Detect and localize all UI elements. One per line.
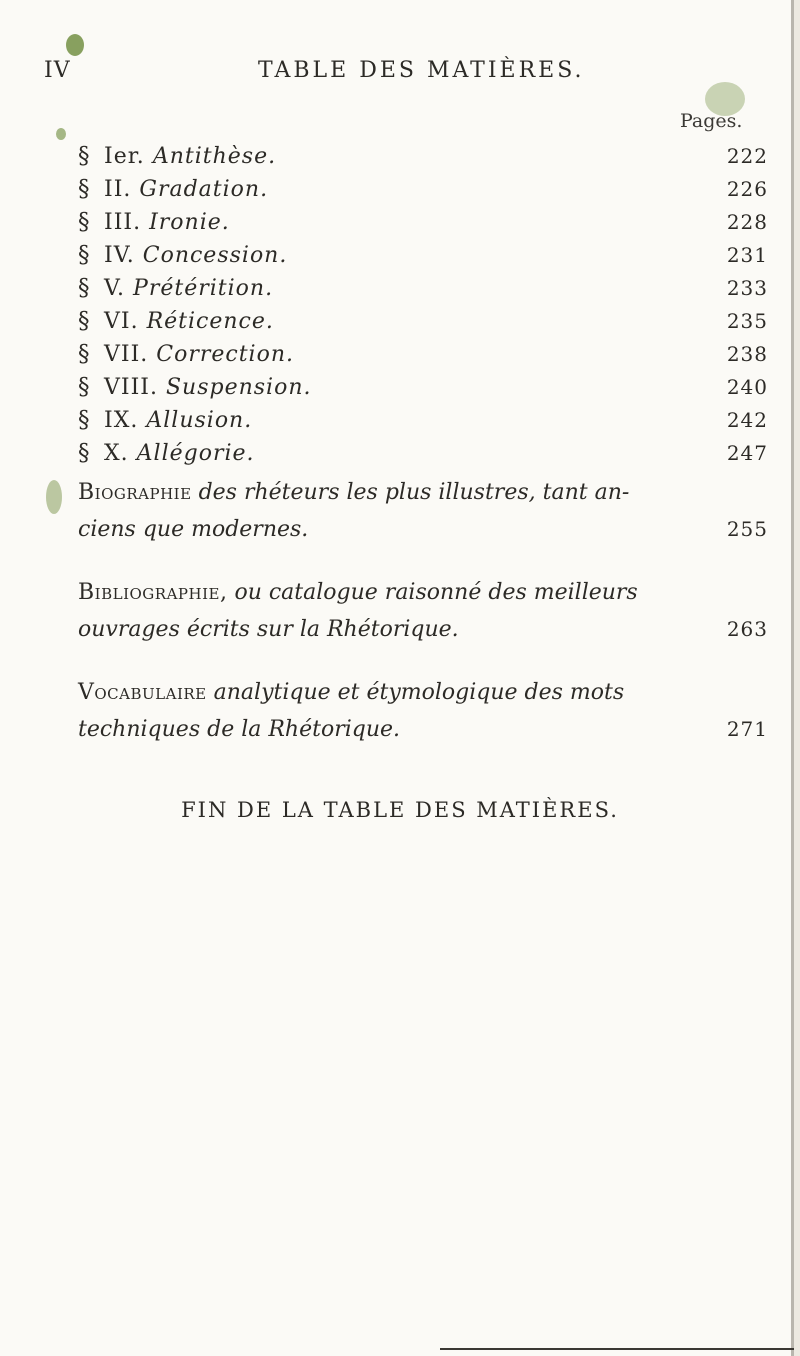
section-title: Réticence. xyxy=(146,309,274,334)
section-number-text: IX. xyxy=(104,408,139,433)
entry-text: analytique et étymologique des mots xyxy=(213,680,625,705)
section-mark: § xyxy=(78,275,90,301)
toc-entry-bibliographie xyxy=(78,574,768,648)
section-page: 247 xyxy=(726,441,768,465)
section-mark: § xyxy=(78,308,90,334)
section-number xyxy=(104,239,287,272)
section-title: Prétérition. xyxy=(133,276,274,301)
section-page: 228 xyxy=(726,210,768,234)
section-mark: § xyxy=(78,242,90,268)
toc-row xyxy=(78,338,768,371)
toc-row xyxy=(78,305,768,338)
entry-text: des rhéteurs les plus illustres, tant an- xyxy=(198,480,630,505)
section-number-text: III. xyxy=(104,210,142,235)
toc-sections xyxy=(78,140,768,470)
stain-mark xyxy=(56,128,66,140)
pages-column-label: Pages. xyxy=(680,110,743,132)
entry-text: ouvrages écrits sur la Rhétorique. xyxy=(78,617,459,642)
section-number xyxy=(104,206,230,239)
entry-text: techniques de la Rhétorique. xyxy=(78,717,401,742)
section-number-text: II. xyxy=(104,177,132,202)
section-number xyxy=(104,437,255,470)
section-title: Correction. xyxy=(156,342,295,367)
section-page: 240 xyxy=(726,375,768,399)
section-page: 233 xyxy=(726,276,768,300)
entry-lead: Bibliographie, xyxy=(78,580,228,605)
section-title: Ironie. xyxy=(149,210,230,235)
section-number-text: VII. xyxy=(104,342,149,367)
section-mark: § xyxy=(78,374,90,400)
toc-entry-vocabulaire xyxy=(78,674,768,748)
page-edge-shadow xyxy=(794,0,800,1356)
section-mark: § xyxy=(78,176,90,202)
page-number: IV xyxy=(44,58,71,83)
section-mark: § xyxy=(78,209,90,235)
entry-lead: Biographie xyxy=(78,480,192,505)
entry-text: ou catalogue raisonné des meilleurs xyxy=(234,580,638,605)
toc-row xyxy=(78,437,768,470)
section-title: Concession. xyxy=(142,243,288,268)
toc-row xyxy=(78,173,768,206)
entry-lead: Vocabulaire xyxy=(78,680,207,705)
section-title: Gradation. xyxy=(139,177,269,202)
section-page: 231 xyxy=(726,243,768,267)
section-number-text: X. xyxy=(104,441,129,466)
section-mark: § xyxy=(78,143,90,169)
toc-row xyxy=(78,206,768,239)
section-page: 242 xyxy=(726,408,768,432)
stain-mark xyxy=(46,480,62,514)
toc-row xyxy=(78,272,768,305)
section-page: 238 xyxy=(726,342,768,366)
entry-page: 271 xyxy=(726,717,768,741)
section-title: Allégorie. xyxy=(136,441,255,466)
running-head: TABLE DES MATIÈRES. xyxy=(258,58,585,83)
page-edge xyxy=(791,0,794,1356)
toc-row xyxy=(78,140,768,173)
toc-row xyxy=(78,371,768,404)
section-number xyxy=(104,404,252,437)
toc-row xyxy=(78,404,768,437)
section-title: Antithèse. xyxy=(152,144,277,169)
section-mark: § xyxy=(78,440,90,466)
section-number-text: IV. xyxy=(104,243,135,268)
section-page: 235 xyxy=(726,309,768,333)
section-number-text: VIII. xyxy=(104,375,158,400)
end-of-table: FIN DE LA TABLE DES MATIÈRES. xyxy=(181,798,619,822)
section-number-text: Ier. xyxy=(104,144,145,169)
section-mark: § xyxy=(78,341,90,367)
toc-entry-biographie xyxy=(78,474,768,548)
page-header xyxy=(44,56,784,90)
section-number xyxy=(104,140,276,173)
section-title: Allusion. xyxy=(146,408,253,433)
section-page: 222 xyxy=(726,144,768,168)
entry-page: 263 xyxy=(726,617,768,641)
section-number xyxy=(104,272,273,305)
section-number-text: V. xyxy=(104,276,126,301)
section-mark: § xyxy=(78,407,90,433)
bottom-rule xyxy=(440,1348,794,1350)
entry-page: 255 xyxy=(726,517,768,541)
stain-mark xyxy=(66,34,84,56)
section-number-text: VI. xyxy=(104,309,139,334)
section-title: Suspension. xyxy=(165,375,312,400)
section-number xyxy=(104,338,294,371)
section-page: 226 xyxy=(726,177,768,201)
section-number xyxy=(104,173,268,206)
section-number xyxy=(104,371,312,404)
section-number xyxy=(104,305,274,338)
toc-row xyxy=(78,239,768,272)
entry-text: ciens que modernes. xyxy=(78,517,309,542)
